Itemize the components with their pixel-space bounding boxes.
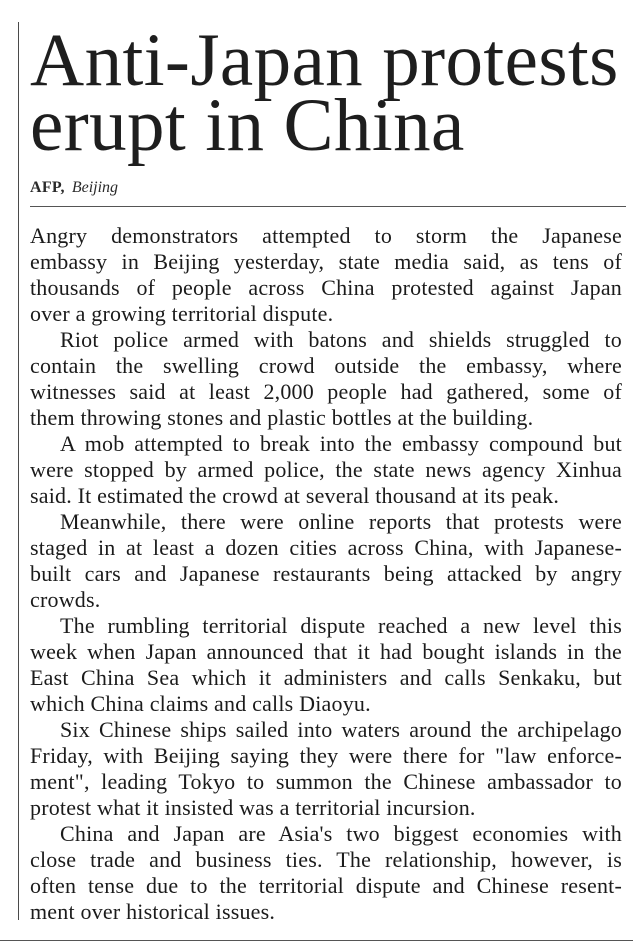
headline-line: erupt in China xyxy=(30,84,465,167)
body-line: were stopped by armed police, the state news agency Xinhua xyxy=(30,457,622,482)
body-line: Meanwhile, there were online reports that protests were xyxy=(60,509,622,534)
body-line: ment", leading Tokyo to summon the Chinese ambassador to xyxy=(30,769,622,794)
byline-rule xyxy=(30,206,626,207)
article-body xyxy=(30,223,622,925)
body-line: protest what it insisted was a territorial incursion. xyxy=(30,795,476,820)
body-line: crowds. xyxy=(30,587,101,612)
article-paragraph xyxy=(30,717,622,821)
body-line: thousands of people across China protested against Japan xyxy=(30,275,622,300)
body-line: ment over historical issues. xyxy=(30,899,276,924)
body-line: Riot police armed with batons and shields struggled to xyxy=(60,327,622,352)
article-paragraph xyxy=(30,509,622,613)
body-line: embassy in Beijing yesterday, state media said, as tens of xyxy=(30,249,622,274)
byline-location: Beijing xyxy=(71,179,119,196)
body-line: contain the swelling crowd outside the embassy, where xyxy=(30,353,622,378)
body-line: East China Sea which it administers and calls Senkaku, but xyxy=(30,665,622,690)
body-line: Friday, with Beijing saying they were there for "law enforce- xyxy=(30,743,622,768)
article-paragraph xyxy=(30,613,622,717)
headline xyxy=(30,19,626,167)
body-line: Six Chinese ships sailed into waters around the archipelago xyxy=(60,717,622,742)
body-line: The rumbling territorial dispute reached a new level this xyxy=(60,613,622,638)
body-line: witnesses said at least 2,000 people had gathered, some of xyxy=(30,379,622,404)
headline-line: Anti-Japan protests xyxy=(30,19,619,102)
body-line: over a growing territorial dispute. xyxy=(30,301,334,326)
body-line: them throwing stones and plastic bottles at the building. xyxy=(30,405,534,430)
body-line: often tense due to the territorial dispute and Chinese resent- xyxy=(30,873,622,898)
article-paragraph xyxy=(30,327,622,431)
article-paragraph xyxy=(30,223,622,327)
bottom-rule xyxy=(0,940,633,941)
byline xyxy=(30,178,118,198)
body-line: China and Japan are Asia's two biggest economies with xyxy=(60,821,622,846)
body-line: said. It estimated the crowd at several thousand at its peak. xyxy=(30,483,560,508)
body-line: which China claims and calls Diaoyu. xyxy=(30,691,371,716)
article-paragraph xyxy=(30,821,622,925)
body-line: staged in at least a dozen cities across China, with Japanese- xyxy=(30,535,622,560)
body-line: close trade and business ties. The relationship, however, is xyxy=(30,847,622,872)
body-line: built cars and Japanese restaurants being attacked by angry xyxy=(30,561,622,586)
left-column-rule xyxy=(18,22,19,920)
article-paragraph xyxy=(30,431,622,509)
byline-agency: AFP, xyxy=(30,179,65,196)
body-line: week when Japan announced that it had bought islands in the xyxy=(30,639,622,664)
body-line: A mob attempted to break into the embassy compound but xyxy=(60,431,622,456)
body-line: Angry demonstrators attempted to storm the Japanese xyxy=(30,223,622,248)
